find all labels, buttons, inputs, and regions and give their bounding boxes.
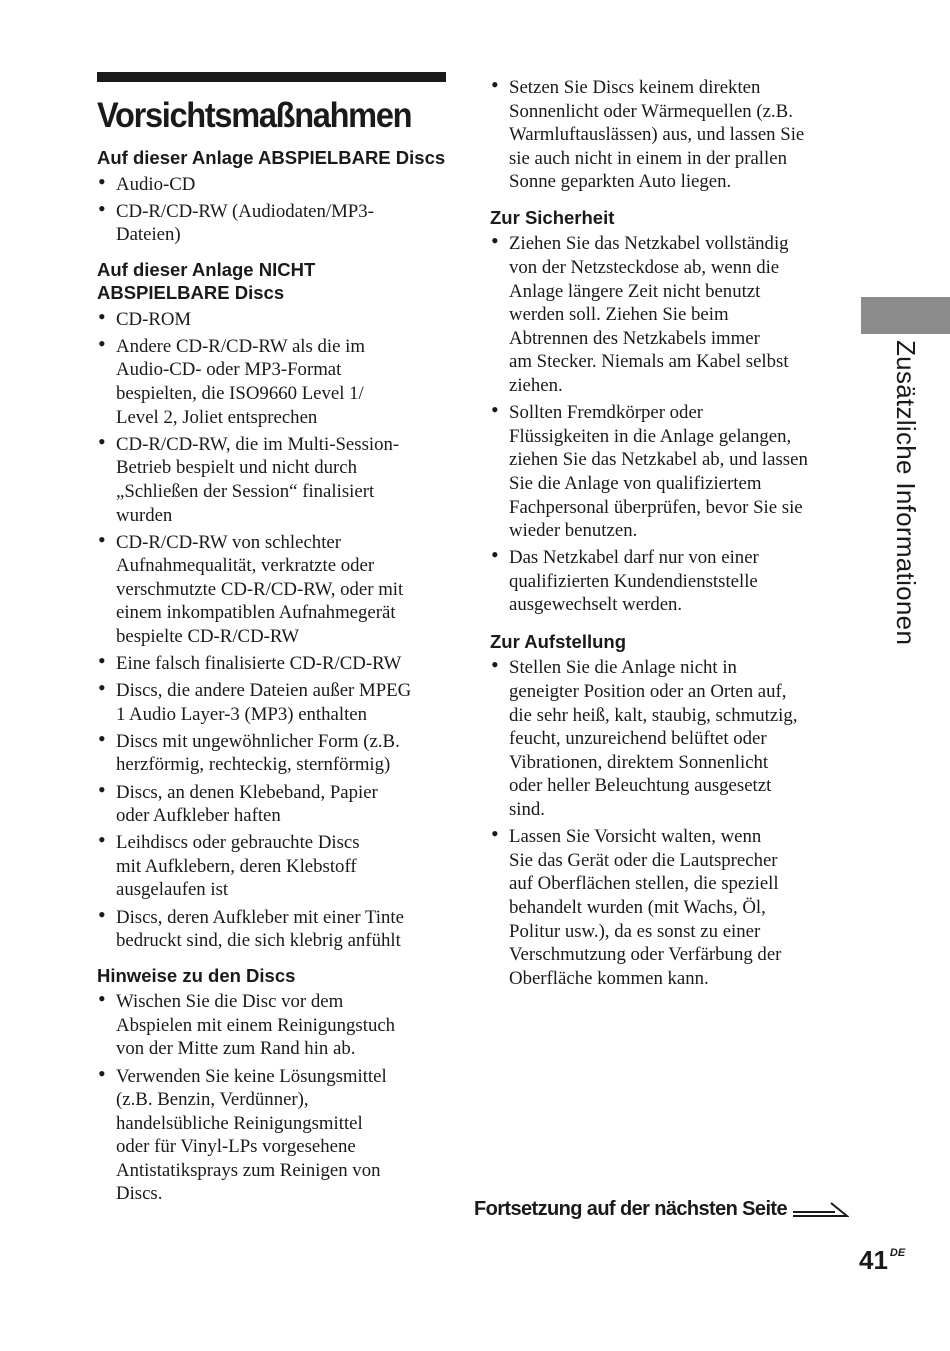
- bullet-list: [490, 228, 840, 617]
- bullet-list: [490, 652, 840, 990]
- list-item-text: Stellen Sie die Anlage nicht in geneigter Position oder an Orten auf, die sehr heiß, kalt, staubig, schmutzig, feucht, unzureichend belüftet oder Vibrationen, direktem Sonnenlicht oder heller Beleuchtung ausgesetzt sind.: [509, 657, 798, 821]
- list-item: [97, 526, 447, 649]
- section-heading: Zur Aufstellung: [490, 630, 626, 652]
- bullet-list: [490, 72, 840, 194]
- right-sections: [490, 72, 840, 990]
- list-item-text: Discs, die andere Dateien außer MPEG 1 Audio Layer-3 (MP3) enthalten: [116, 680, 412, 725]
- bullet-icon: •: [98, 303, 106, 329]
- bullet-icon: •: [98, 195, 106, 221]
- list-item-text: Wischen Sie die Disc vor dem Abspielen mit einem Reinigungstuch von der Mitte zum Rand hin ab.: [116, 991, 396, 1060]
- bullet-icon: •: [98, 901, 106, 927]
- list-item-text: Audio-CD: [116, 173, 196, 195]
- list-item: [97, 428, 447, 527]
- bullet-icon: •: [98, 648, 106, 674]
- list-item: [97, 827, 447, 902]
- list-item: [97, 675, 447, 726]
- list-item: [97, 725, 447, 777]
- section-heading: Auf dieser Anlage ABSPIELBARE Discs: [97, 147, 446, 168]
- section-heading: Hinweise zu den Discs: [97, 964, 296, 986]
- bullet-list: [97, 303, 447, 953]
- title-rule: [97, 72, 446, 82]
- left-column: [97, 72, 447, 1210]
- bullet-icon: •: [98, 1060, 106, 1086]
- list-item: [490, 228, 840, 397]
- list-item: [97, 303, 447, 332]
- list-item: [97, 168, 447, 197]
- side-tab-label: Zusätzliche Informationen: [891, 340, 921, 646]
- bullet-icon: •: [491, 821, 499, 847]
- list-item-text: CD-ROM: [116, 308, 192, 330]
- page-number-value: 41: [859, 1245, 888, 1275]
- list-item-text: CD-R/CD-RW von schlechter Aufnahmequalität, verkratzte oder verschmutzte CD-R/CD-RW, oder mit einem inkompatiblen Aufnahmegerät bespielte CD-R/CD-RW: [116, 531, 404, 647]
- list-item: [97, 648, 447, 676]
- list-item-text: Das Netzkabel darf nur von einer qualifizierten Kundendienststelle ausgewechselt werden.: [509, 547, 759, 616]
- side-tab-marker: [861, 297, 950, 334]
- bullet-icon: •: [491, 397, 499, 423]
- list-item: [97, 776, 447, 828]
- list-item: [490, 821, 840, 990]
- page-title: Vorsichtsmaßnahmen: [97, 96, 412, 135]
- page-language-suffix: DE: [889, 1247, 906, 1259]
- continuation-text: Fortsetzung auf der nächsten Seite: [474, 1198, 787, 1220]
- section: [490, 72, 840, 194]
- bullet-list: [97, 168, 447, 247]
- list-item-text: Leihdiscs oder gebrauchte Discs mit Aufklebern, deren Klebstoff ausgelaufen ist: [116, 832, 360, 901]
- list-item-text: Andere CD-R/CD-RW als die im Audio-CD- oder MP3-Format bespielten, die ISO9660 Level 1/ Level 2, Joliet entsprechen: [116, 335, 365, 428]
- list-item-text: Ziehen Sie das Netzkabel vollständig von der Netzsteckdose ab, wenn die Anlage längere Zeit nicht benutzt werden soll. Ziehen Sie beim Abtrennen des Netzkabels immer am Stecker. Niemals am Kabel selbst ziehen.: [509, 233, 789, 397]
- list-item-text: Sollten Fremdkörper oder Flüssigkeiten in die Anlage gelangen, ziehen Sie das Netzkabel ab, und lassen Sie die Anlage von qualifiziertem Fachpersonal überprüfen, bevor Sie sie wieder benutzen.: [509, 402, 808, 542]
- list-item: [97, 986, 447, 1061]
- list-item-text: Lassen Sie Vorsicht walten, wenn Sie das Gerät oder die Lautsprecher auf Oberflächen stellen, die speziell behandelt wurden (mit Wachs, Öl, Politur usw.), da es sonst zu einer Verschmutzung oder Verfärbung der Oberfläche kommen kann.: [509, 826, 782, 989]
- bullet-icon: •: [98, 827, 106, 853]
- list-item-text: CD-R/CD-RW (Audiodaten/MP3- Dateien): [116, 200, 374, 246]
- bullet-list: [97, 986, 447, 1206]
- section: [97, 258, 447, 953]
- list-item: [97, 330, 447, 429]
- list-item-text: Discs, an denen Klebeband, Papier oder Aufkleber haften: [116, 781, 378, 827]
- bullet-icon: •: [491, 542, 499, 568]
- bullet-icon: •: [98, 675, 106, 701]
- section: [97, 964, 447, 1206]
- list-item-text: Discs mit ungewöhnlicher Form (z.B. herzförmig, rechteckig, sternförmig): [116, 730, 400, 776]
- section: [97, 146, 447, 247]
- page-number: [859, 1245, 905, 1276]
- bullet-icon: •: [98, 776, 106, 802]
- bullet-icon: •: [98, 725, 106, 751]
- left-sections: [97, 146, 447, 1206]
- section: [490, 630, 840, 990]
- list-item-text: Discs, deren Aufkleber mit einer Tinte bedruckt sind, die sich klebrig anfühlt: [116, 906, 404, 952]
- bullet-icon: •: [491, 228, 499, 254]
- list-item: [490, 72, 840, 194]
- list-item-text: Verwenden Sie keine Lösungsmittel (z.B. Benzin, Verdünner), handelsübliche Reinigungsmittel oder für Vinyl-LPs vorgesehene Antistatiksprays zum Reinigen von Discs.: [116, 1065, 387, 1205]
- right-column: [490, 72, 840, 994]
- list-item: [490, 652, 840, 821]
- list-item: [97, 195, 447, 247]
- bullet-icon: •: [98, 330, 106, 356]
- bullet-icon: •: [98, 168, 106, 194]
- list-item: [97, 1060, 447, 1207]
- bullet-icon: •: [491, 652, 499, 678]
- section: [490, 206, 840, 617]
- list-item: [97, 901, 447, 953]
- list-item-text: CD-R/CD-RW, die im Multi-Session- Betrieb bespielt und nicht durch „Schließen der Session“ finalisiert wurden: [116, 433, 400, 526]
- continuation-note: [474, 1198, 849, 1221]
- section-heading: Zur Sicherheit: [490, 206, 615, 228]
- list-item: [490, 542, 840, 617]
- section-heading: Auf dieser Anlage NICHT ABSPIELBARE Discs: [97, 258, 316, 304]
- bullet-icon: •: [98, 526, 106, 552]
- bullet-icon: •: [98, 428, 106, 454]
- bullet-icon: •: [491, 72, 499, 97]
- list-item: [490, 397, 840, 543]
- list-item-text: Eine falsch finalisierte CD-R/CD-RW: [116, 653, 402, 675]
- arrow-right-icon: [791, 1200, 849, 1220]
- list-item-text: Setzen Sie Discs keinem direkten Sonnenlicht oder Wärmequellen (z.B. Warmluftauslässen) aus, und lassen Sie sie auch nicht in einem in der prallen Sonne geparkten Auto liegen.: [509, 77, 805, 193]
- bullet-icon: •: [98, 986, 106, 1012]
